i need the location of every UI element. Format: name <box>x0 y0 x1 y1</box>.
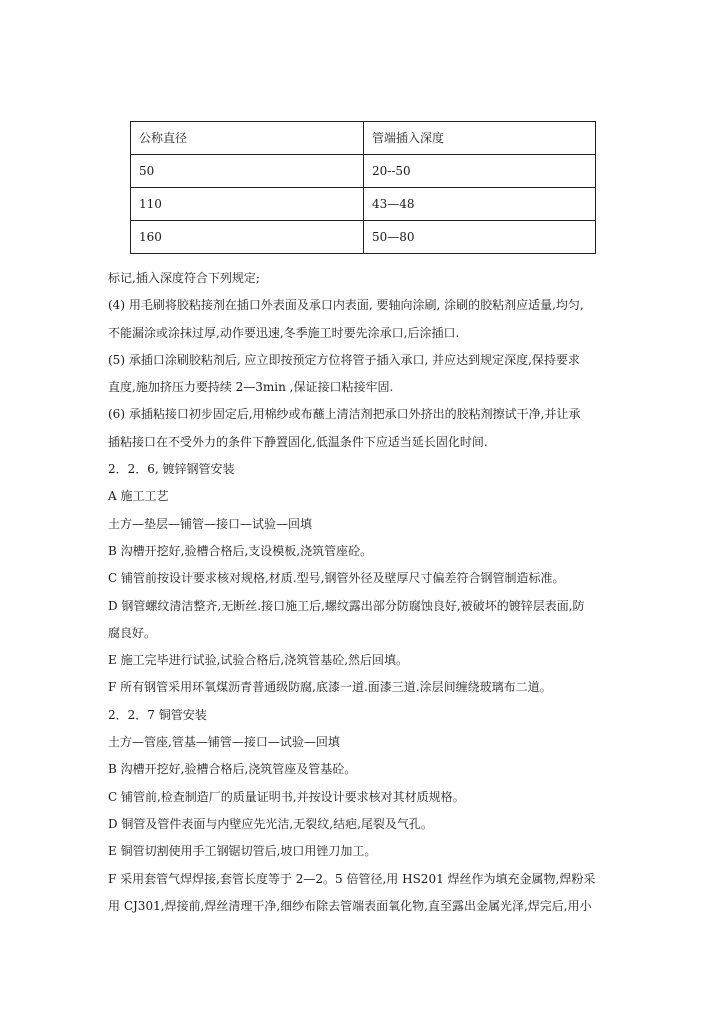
text-line: 不能漏涂或涂抹过厚,动作要迅速,冬季施工时要先涂承口,后涂插口. <box>108 325 460 340</box>
table-header-cell: 公称直径 <box>131 122 364 155</box>
table-cell: 43—48 <box>364 188 596 221</box>
section-heading: 2．2．6, 镀锌钢管安装 <box>108 462 235 477</box>
text-line: B 沟槽开挖好,验槽合格后,浇筑管座及管基砼。 <box>108 762 357 777</box>
text-line: E 铜管切割使用手工钢锯切管后,坡口用锉刀加工。 <box>108 844 377 859</box>
table-cell: 50—80 <box>364 221 596 254</box>
text-line: C 铺管前按设计要求核对规格,材质.型号,钢管外径及壁厚尺寸偏差符合钢管制造标准。 <box>108 571 565 586</box>
text-line: (5) 承插口涂刷胶粘剂后, 应立即按预定方位将管子插入承口, 并应达到规定深度,保持要求 <box>108 352 580 367</box>
text-line: (4) 用毛刷将胶粘接剂在插口外表面及承口内表面, 要轴向涂刷, 涂刷的胶粘剂应适量,均匀, <box>108 298 584 313</box>
text-line: D 铜管及管件表面与内壁应先光洁,无裂纹,结疤,尾裂及气孔。 <box>108 816 433 831</box>
text-line: 标记,插入深度符合下列规定; <box>108 271 260 285</box>
table-cell: 110 <box>131 188 364 221</box>
text-line: F 所有钢管采用环氧煤沥青普通级防腐,底漆一道.面漆三道.涂层间缠绕玻璃布二道。 <box>108 680 552 695</box>
text-line: 土方—管座,管基—铺管—接口—试验—回填 <box>108 735 340 750</box>
insertion-depth-table <box>130 121 596 254</box>
text-line: 腐良好。 <box>108 625 157 640</box>
text-line: (6) 承插粘接口初步固定后,用棉纱或布蘸上清洁剂把承口外挤出的胶粘剂擦试干净,并让承 <box>108 407 581 422</box>
table-row <box>131 155 596 188</box>
section-heading: 2．2．7 铜管安装 <box>108 707 207 722</box>
table-row <box>131 221 596 254</box>
body-text <box>108 265 618 920</box>
table-cell: 50 <box>131 155 364 188</box>
table-header-cell: 管端插入深度 <box>364 122 596 155</box>
text-line: C 铺管前,检查制造厂的质量证明书,并按设计要求核对其材质规格。 <box>108 789 465 804</box>
text-line: 直度,施加挤压力要持续 2—3min ,保证接口粘接牢固. <box>108 380 394 395</box>
text-line: 插粘接口在不受外力的条件下静置固化,低温条件下应适当延长固化时间. <box>108 434 488 449</box>
table-header-row <box>131 122 596 155</box>
text-line: B 沟槽开挖好,验槽合格后,支设模板,浇筑管座砼。 <box>108 543 373 558</box>
table-cell: 20--50 <box>364 155 596 188</box>
text-line: D 钢管螺纹清洁整齐,无断丝.接口施工后,螺纹露出部分防腐蚀良好,被破坏的镀锌层表面,防 <box>108 598 585 613</box>
text-line: A 施工工艺 <box>108 489 169 504</box>
text-line: 土方—垫层—铺管—接口—试验—回填 <box>108 516 313 531</box>
text-line: E 施工完毕进行试验,试验合格后,浇筑管基砼,然后回填。 <box>108 653 409 668</box>
text-line: F 采用套管气焊焊接,套管长度等于 2—2。5 倍管径,用 HS201 焊丝作为填充金属物,焊粉采 <box>108 871 596 886</box>
table-cell: 160 <box>131 221 364 254</box>
table-row <box>131 188 596 221</box>
text-line: 用 CJ301,焊接前,焊丝清理干净,细纱布除去管端表面氧化物,直至露出金属光泽,焊完后,用小 <box>108 898 592 913</box>
